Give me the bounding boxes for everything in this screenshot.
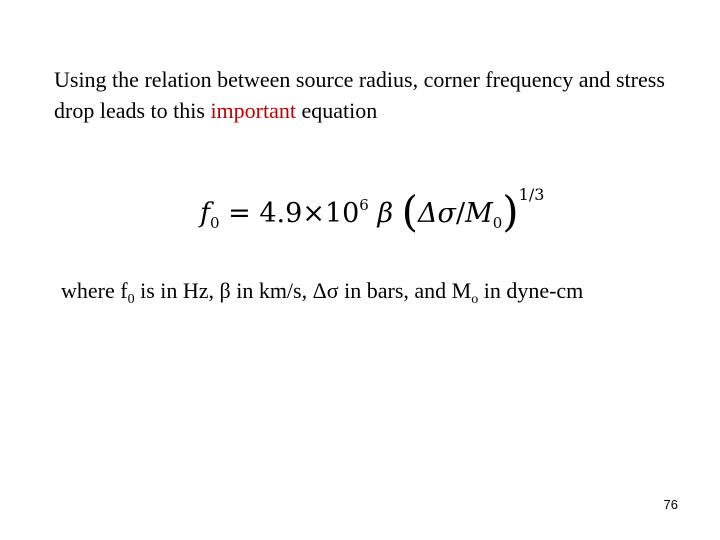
where-text-start: where f (61, 278, 128, 303)
where-text-end: in dyne-cm (478, 278, 584, 303)
where-text-mid: is in Hz, β in km/s, Δσ in bars, and M (134, 278, 472, 303)
intro-highlight-important: important (210, 98, 296, 123)
eq-close-paren: ) (502, 187, 519, 236)
eq-open-paren: ( (401, 187, 419, 236)
intro-text-end: equation (295, 98, 378, 123)
intro-text-start: Using the relation between source radius, corner frequency and stress drop leads to this (54, 67, 665, 123)
eq-f-symbol: f (200, 198, 210, 229)
eq-moment-symbol: M (465, 198, 493, 229)
units-explanation (61, 276, 583, 310)
eq-slash: / (455, 198, 466, 229)
eq-equals: = (228, 198, 251, 229)
eq-f-subscript: 0 (210, 214, 220, 232)
eq-moment-subscript: 0 (492, 214, 503, 232)
eq-times: × (302, 198, 325, 229)
page-number: 76 (663, 497, 678, 512)
eq-power: 6 (359, 196, 369, 214)
eq-coefficient: 4.9 (259, 198, 303, 229)
eq-base: 10 (324, 198, 360, 229)
eq-delta-sigma: Δσ (418, 198, 456, 229)
eq-exponent: 1/3 (518, 185, 545, 204)
where-f-subscript: 0 (127, 292, 135, 307)
intro-paragraph (54, 64, 694, 126)
eq-beta: β (377, 198, 394, 229)
where-m-subscript: o (471, 292, 479, 307)
corner-frequency-equation (200, 178, 544, 238)
